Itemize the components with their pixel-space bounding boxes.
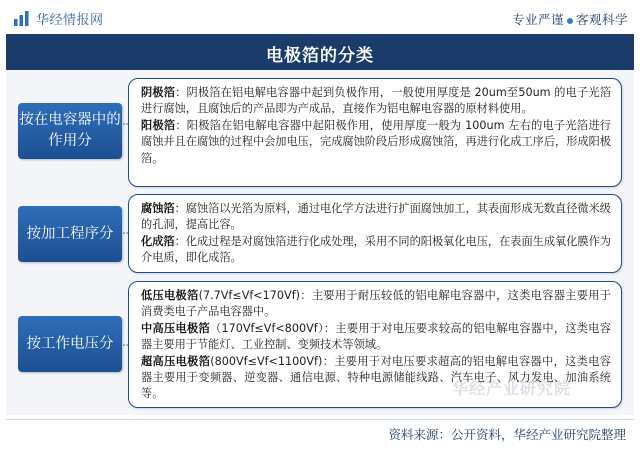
slogan — [512, 10, 628, 28]
entry-term: 超高压电极箔 — [141, 354, 211, 368]
entry-text: ：阳极箔在铝电解电容器中起阳极作用，使用厚度一般为 100um 左右的电子光箔进行腐蚀并且在腐蚀的过程中会加电压，完成腐蚀阶段后形成腐蚀箔，再进行化成工序后，形成阳极箔。 — [141, 118, 611, 165]
entry-term: 低压电极箔 — [141, 289, 199, 302]
entry-low-voltage — [141, 288, 611, 321]
category-function: 按在电容器中的作用分 — [18, 103, 122, 159]
entry-text: ：化成过程是对腐蚀箔进行化成处理，采用不同的阳极氧化电压，在表面生成氧化膜作为介电质，即化成箔。 — [141, 234, 611, 265]
entry-text: (800Vf≤Vf<1100Vf)：主要用于对电压要求超高的铝电解电容器中，这类电容器主要用于变频器、逆变器、通信电源、特种电源储能线路、汽车电子、风力发电、加油系统等。 — [141, 354, 611, 401]
logo-text: 华经情报网 — [36, 13, 104, 28]
entry-text: ：腐蚀箔以光箔为原料，通过电化学方法进行扩面腐蚀加工，其表面形成无数直径微米级的孔洞，提高比容。 — [141, 202, 611, 232]
slogan-right: 客观科学 — [575, 12, 628, 27]
top-bar — [0, 0, 640, 34]
watermark: 华经产业研究院 — [452, 379, 572, 398]
logo-icon — [13, 9, 31, 27]
entry-term: 中高压电极箔 — [141, 321, 210, 335]
page-title: 电极箔的分类 — [266, 46, 374, 66]
entry-term: 阴极箔 — [141, 86, 176, 99]
entry-etched-foil — [141, 201, 611, 234]
entry-term: 化成箔 — [141, 234, 175, 248]
category-process: 按加工程序分 — [18, 206, 122, 262]
category-voltage: 按工作电压分 — [18, 316, 122, 372]
footer-divider — [6, 419, 634, 420]
entry-term: 阳极箔 — [141, 118, 176, 132]
entry-medium-high-voltage — [141, 321, 611, 354]
dot-separator-icon — [567, 18, 573, 24]
entry-text: (7.7Vf≤Vf<170Vf)：主要用于耐压较低的铝电解电容器中，这类电容器主要用于消费类电子产品电容器中。 — [141, 289, 611, 319]
entry-term: 腐蚀箔 — [141, 202, 175, 215]
entry-text: ：阴极箔在铝电解电容器中起到负极作用，一般使用厚度是 20um至50um 的电子光箔进行腐蚀，且腐蚀后的产品即为产成品，直接作为铝电解电容器的原材料使用。 — [141, 86, 611, 116]
source-note: 资料来源：公开资料，华经产业研究院整理 — [388, 427, 626, 442]
entry-text: （170Vf≤Vf<800Vf）：主要用于对电压要求较高的铝电解电容器中，这类电容器主要用于节能灯、工业控制、变频技术等领域。 — [141, 321, 611, 352]
category-function-box — [128, 78, 622, 187]
entry-formed-foil — [141, 234, 611, 267]
category-process-box — [128, 194, 622, 273]
title-bar — [6, 34, 634, 70]
slogan-left: 专业严谨 — [511, 12, 564, 27]
entry-cathode-foil — [141, 85, 611, 118]
entry-anode-foil — [141, 118, 611, 167]
